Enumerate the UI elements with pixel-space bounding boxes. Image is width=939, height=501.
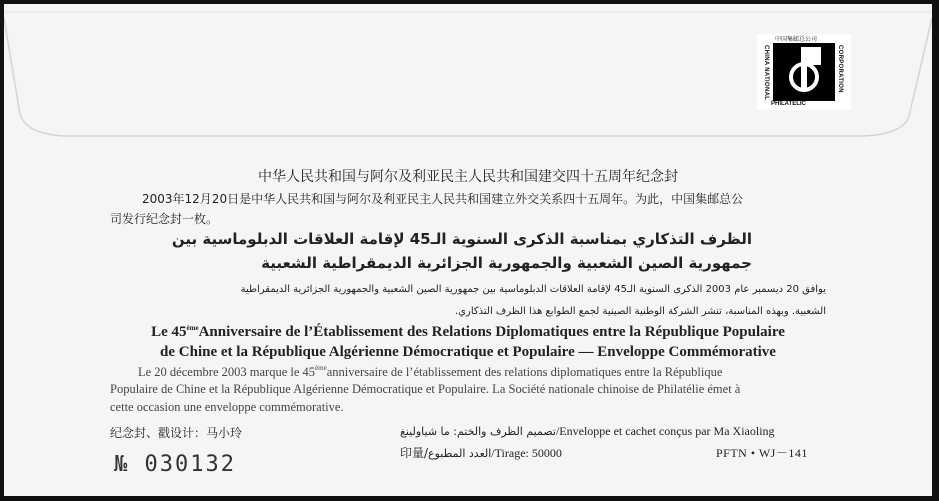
designer-credit-chinese: 纪念封、戳设计：马小玲 xyxy=(110,426,243,440)
logo-chinese-text: 中国集邮总公司 xyxy=(775,36,818,43)
tirage-french: /Tirage: 50000 xyxy=(491,446,562,460)
logo-left-text: CHINA NATIONAL xyxy=(763,45,769,101)
china-philatelic-logo xyxy=(757,34,851,110)
french-body-rest: anniversaire de l’établissement des relations diplomatiques entre la République xyxy=(326,365,723,379)
chinese-body-line-2: 司发行纪念封一枚。 xyxy=(110,212,219,226)
logo-bottom-text: PHILATELIC xyxy=(771,101,806,107)
french-title-line-1 xyxy=(4,324,932,341)
arabic-title-line-1: الظرف التذكاري بمناسبة الذكرى السنوية الـ45 لإقامة العلاقات الدبلوماسية بين xyxy=(171,230,752,248)
arabic-body-line-2: الشعبية. وبهذه المناسبة، تنشر الشركة الوطنية الصينية لجمع الطوابع هذا الظرف التذكاري. xyxy=(455,306,826,317)
arabic-body-line-1: يوافق 20 ديسمبر عام 2003 الذكرى السنوية الـ45 لإقامة العلاقات الدبلوماسية بين جمهورية الصين الشعبية والجمهورية الجزائرية الديمقراطية xyxy=(240,284,826,295)
chinese-body-line-1: 2003年12月20日是中华人民共和国与阿尔及利亚民主人民共和国建立外交关系四十五周年。为此，中国集邮总公 xyxy=(142,192,744,206)
arabic-title-line-2: جمهورية الصين الشعبية والجمهورية الجزائرية الديمقراطية الشعبية xyxy=(261,254,752,272)
designer-credit-arabic: تصميم الظرف والختم: ما شياولينغ xyxy=(400,425,556,438)
french-body-line-1 xyxy=(138,364,722,380)
envelope-back xyxy=(4,4,932,496)
logo-right-text: CORPORATION xyxy=(837,45,843,93)
tirage-line xyxy=(400,444,562,461)
french-body-line-3: cette occasion une enveloppe commémorative. xyxy=(110,400,344,414)
french-title-prefix: Le 45 xyxy=(151,324,187,340)
designer-credit-french: /Enveloppe et cachet conçus par Ma Xiaoling xyxy=(555,424,775,438)
french-body-prefix: Le 20 décembre 2003 marque le 45 xyxy=(138,365,316,379)
chinese-title: 中华人民共和国与阿尔及利亚民主人民共和国建交四十五周年纪念封 xyxy=(258,169,678,185)
french-body-line-2: Populaire de Chine et la République Algérienne Démocratique et Populaire. La Société nationale chinoise de Philatélie émet à xyxy=(110,382,741,396)
french-title-superscript: ème xyxy=(186,324,199,332)
french-body-superscript: ème xyxy=(315,364,327,372)
french-title-rest: Anniversaire de l’Établissement des Relations Diplomatiques entre la République Populaire xyxy=(198,324,785,340)
tirage-chinese: 印量/ xyxy=(400,446,429,460)
tirage-arabic: العدد المطبوع xyxy=(428,447,492,460)
serial-number: № 030132 xyxy=(114,452,236,477)
designer-credit xyxy=(400,424,775,439)
philatelic-emblem-icon xyxy=(773,43,835,101)
french-title-line-2: de Chine et la République Algérienne Démocratique et Populaire — Enveloppe Commémorative xyxy=(160,344,776,360)
product-code: PFTN • WJ－141 xyxy=(716,446,808,460)
